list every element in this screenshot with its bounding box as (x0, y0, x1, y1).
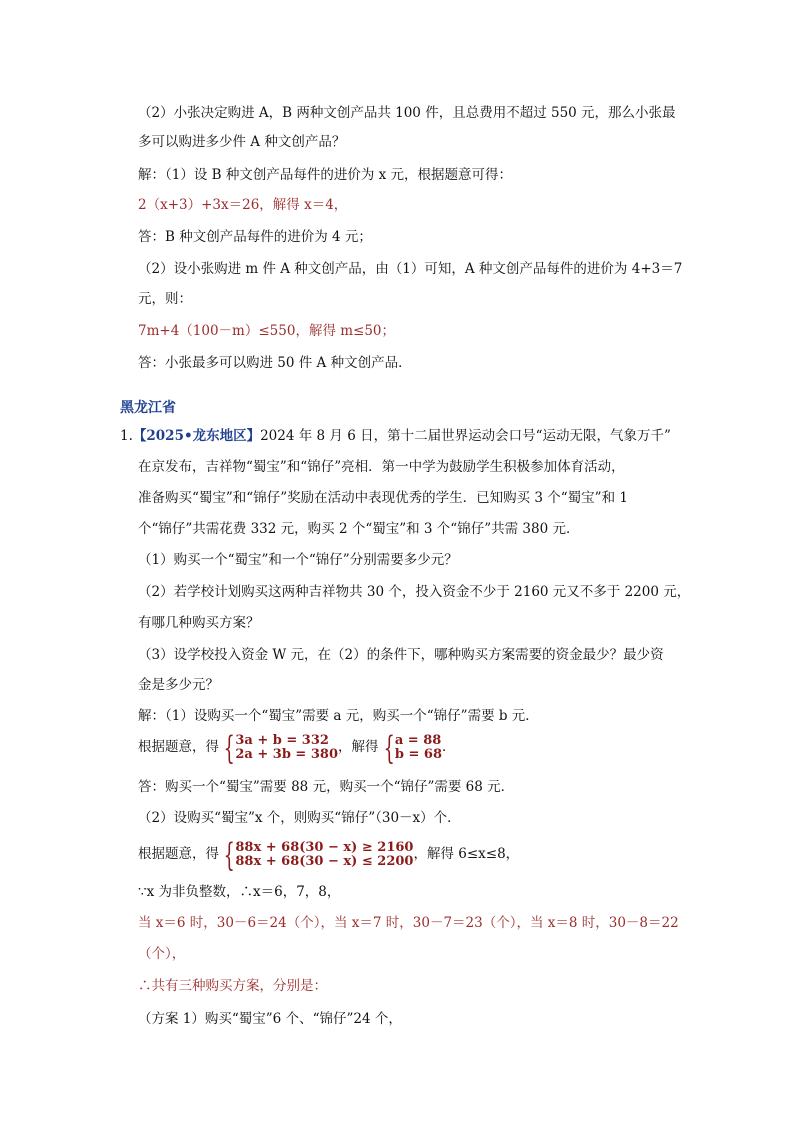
solution-text: ． (441, 739, 456, 755)
solution-line: 当 x＝6 时，30－6＝24（个），当 x＝7 时，30－7＝23（个），当 x＝8 时，30－8＝22 (138, 915, 679, 931)
solution-system-line (138, 728, 456, 767)
equation: 3a + b = 332 (235, 732, 329, 748)
question-3: （3）设学校投入资金 W 元，在（2）的条件下，哪种购买方案需要的资金最少？最少资 (138, 647, 664, 663)
problem-number: 1. (120, 428, 133, 444)
text-line: （2）设小张购进 m 件 A 种文创产品，由（1）可知，A 种文创产品每件的进价为 4+3＝7 (138, 261, 683, 277)
solution-line: 解：（1）设购买一个“蜀宝”需要 a 元，购买一个“锦仔”需要 b 元． (138, 708, 539, 724)
solution-text: 根据题意，得 (138, 739, 219, 755)
problem-text: 2024 年 8 月 6 日，第十二届世界运动会口号“运动无限，气象万千” (260, 428, 671, 444)
question-1: （1）购买一个“蜀宝”和一个“锦仔”分别需要多少元？ (138, 552, 458, 568)
problem-text: 个“锦仔”共需花费 332 元，购买 2 个“蜀宝”和 3 个“锦仔”共需 380 元． (138, 521, 580, 537)
brace-icon: { (383, 728, 395, 767)
text-line: 多可以购进多少件 A 种文创产品？ (138, 134, 346, 150)
answer-line: 答：购买一个“蜀宝”需要 88 元，购买一个“锦仔”需要 68 元． (138, 779, 515, 795)
problem-first-line (120, 427, 671, 445)
question-2-cont: 有哪几种购买方案？ (138, 615, 260, 631)
equation: a = 88 (394, 732, 442, 748)
source-tag: 【2025•龙东地区】 (132, 428, 261, 444)
brace-icon: { (223, 728, 235, 767)
problem-text: 在京发布，吉祥物“蜀宝”和“锦仔”亮相．第一中学为鼓励学生积极参加体育活动， (138, 459, 625, 475)
solution-line: （2）设购买“蜀宝”x 个，则购买“锦仔”（30－x）个． (138, 810, 461, 826)
inequality-system (219, 835, 414, 874)
text-line: 元，则： (138, 291, 192, 307)
equation-system (219, 728, 338, 767)
text-line: 答：小张最多可以购进 50 件 A 种文创产品． (138, 355, 412, 371)
brace-icon: { (223, 835, 235, 874)
solution-system-line (138, 835, 520, 874)
text-line: 答：B 种文创产品每件的进价为 4 元； (138, 229, 372, 245)
text-line: 解：（1）设 B 种文创产品每件的进价为 x 元，根据题意可得： (138, 167, 513, 183)
solution-line: ∴共有三种购买方案，分别是： (138, 978, 327, 994)
equation-line: 2（x+3）+3x＝26，解得 x＝4， (138, 197, 348, 213)
solution-line: （方案 1）购买“蜀宝”6 个、“锦仔”24 个， (138, 1011, 402, 1027)
solution-line: （个）， (138, 946, 186, 962)
question-3-cont: 金是多少元？ (138, 677, 219, 693)
equation: 2a + 3b = 380 (235, 746, 338, 762)
solution-text: 根据题意，得 (138, 846, 219, 862)
equation-line: 7m+4（100－m）≤550，解得 m≤50； (138, 323, 396, 339)
equation: b = 68 (394, 746, 442, 762)
problem-text: 准备购买“蜀宝”和“锦仔”奖励在活动中表现优秀的学生．已知购买 3 个“蜀宝”和 1 (138, 490, 628, 506)
text-line: （2）小张决定购进 A，B 两种文创产品共 100 件，且总费用不超过 550 元，那么小张最 (138, 105, 676, 121)
solution-text: ，解得 (338, 739, 379, 755)
solution-text: ，解得 6≤x≤8， (413, 846, 520, 862)
question-2: （2）若学校计划购买这两种吉祥物共 30 个，投入资金不少于 2160 元又不多于 2200 元， (138, 584, 691, 600)
section-title: 黑龙江省 (120, 400, 176, 416)
inequality: 88x + 68(30 − x) ≥ 2160 (235, 839, 414, 855)
inequality: 88x + 68(30 − x) ≤ 2200 (235, 853, 414, 869)
solution-line: ∵x 为非负整数，∴x＝6，7，8， (138, 884, 341, 900)
solution-system (379, 728, 442, 767)
